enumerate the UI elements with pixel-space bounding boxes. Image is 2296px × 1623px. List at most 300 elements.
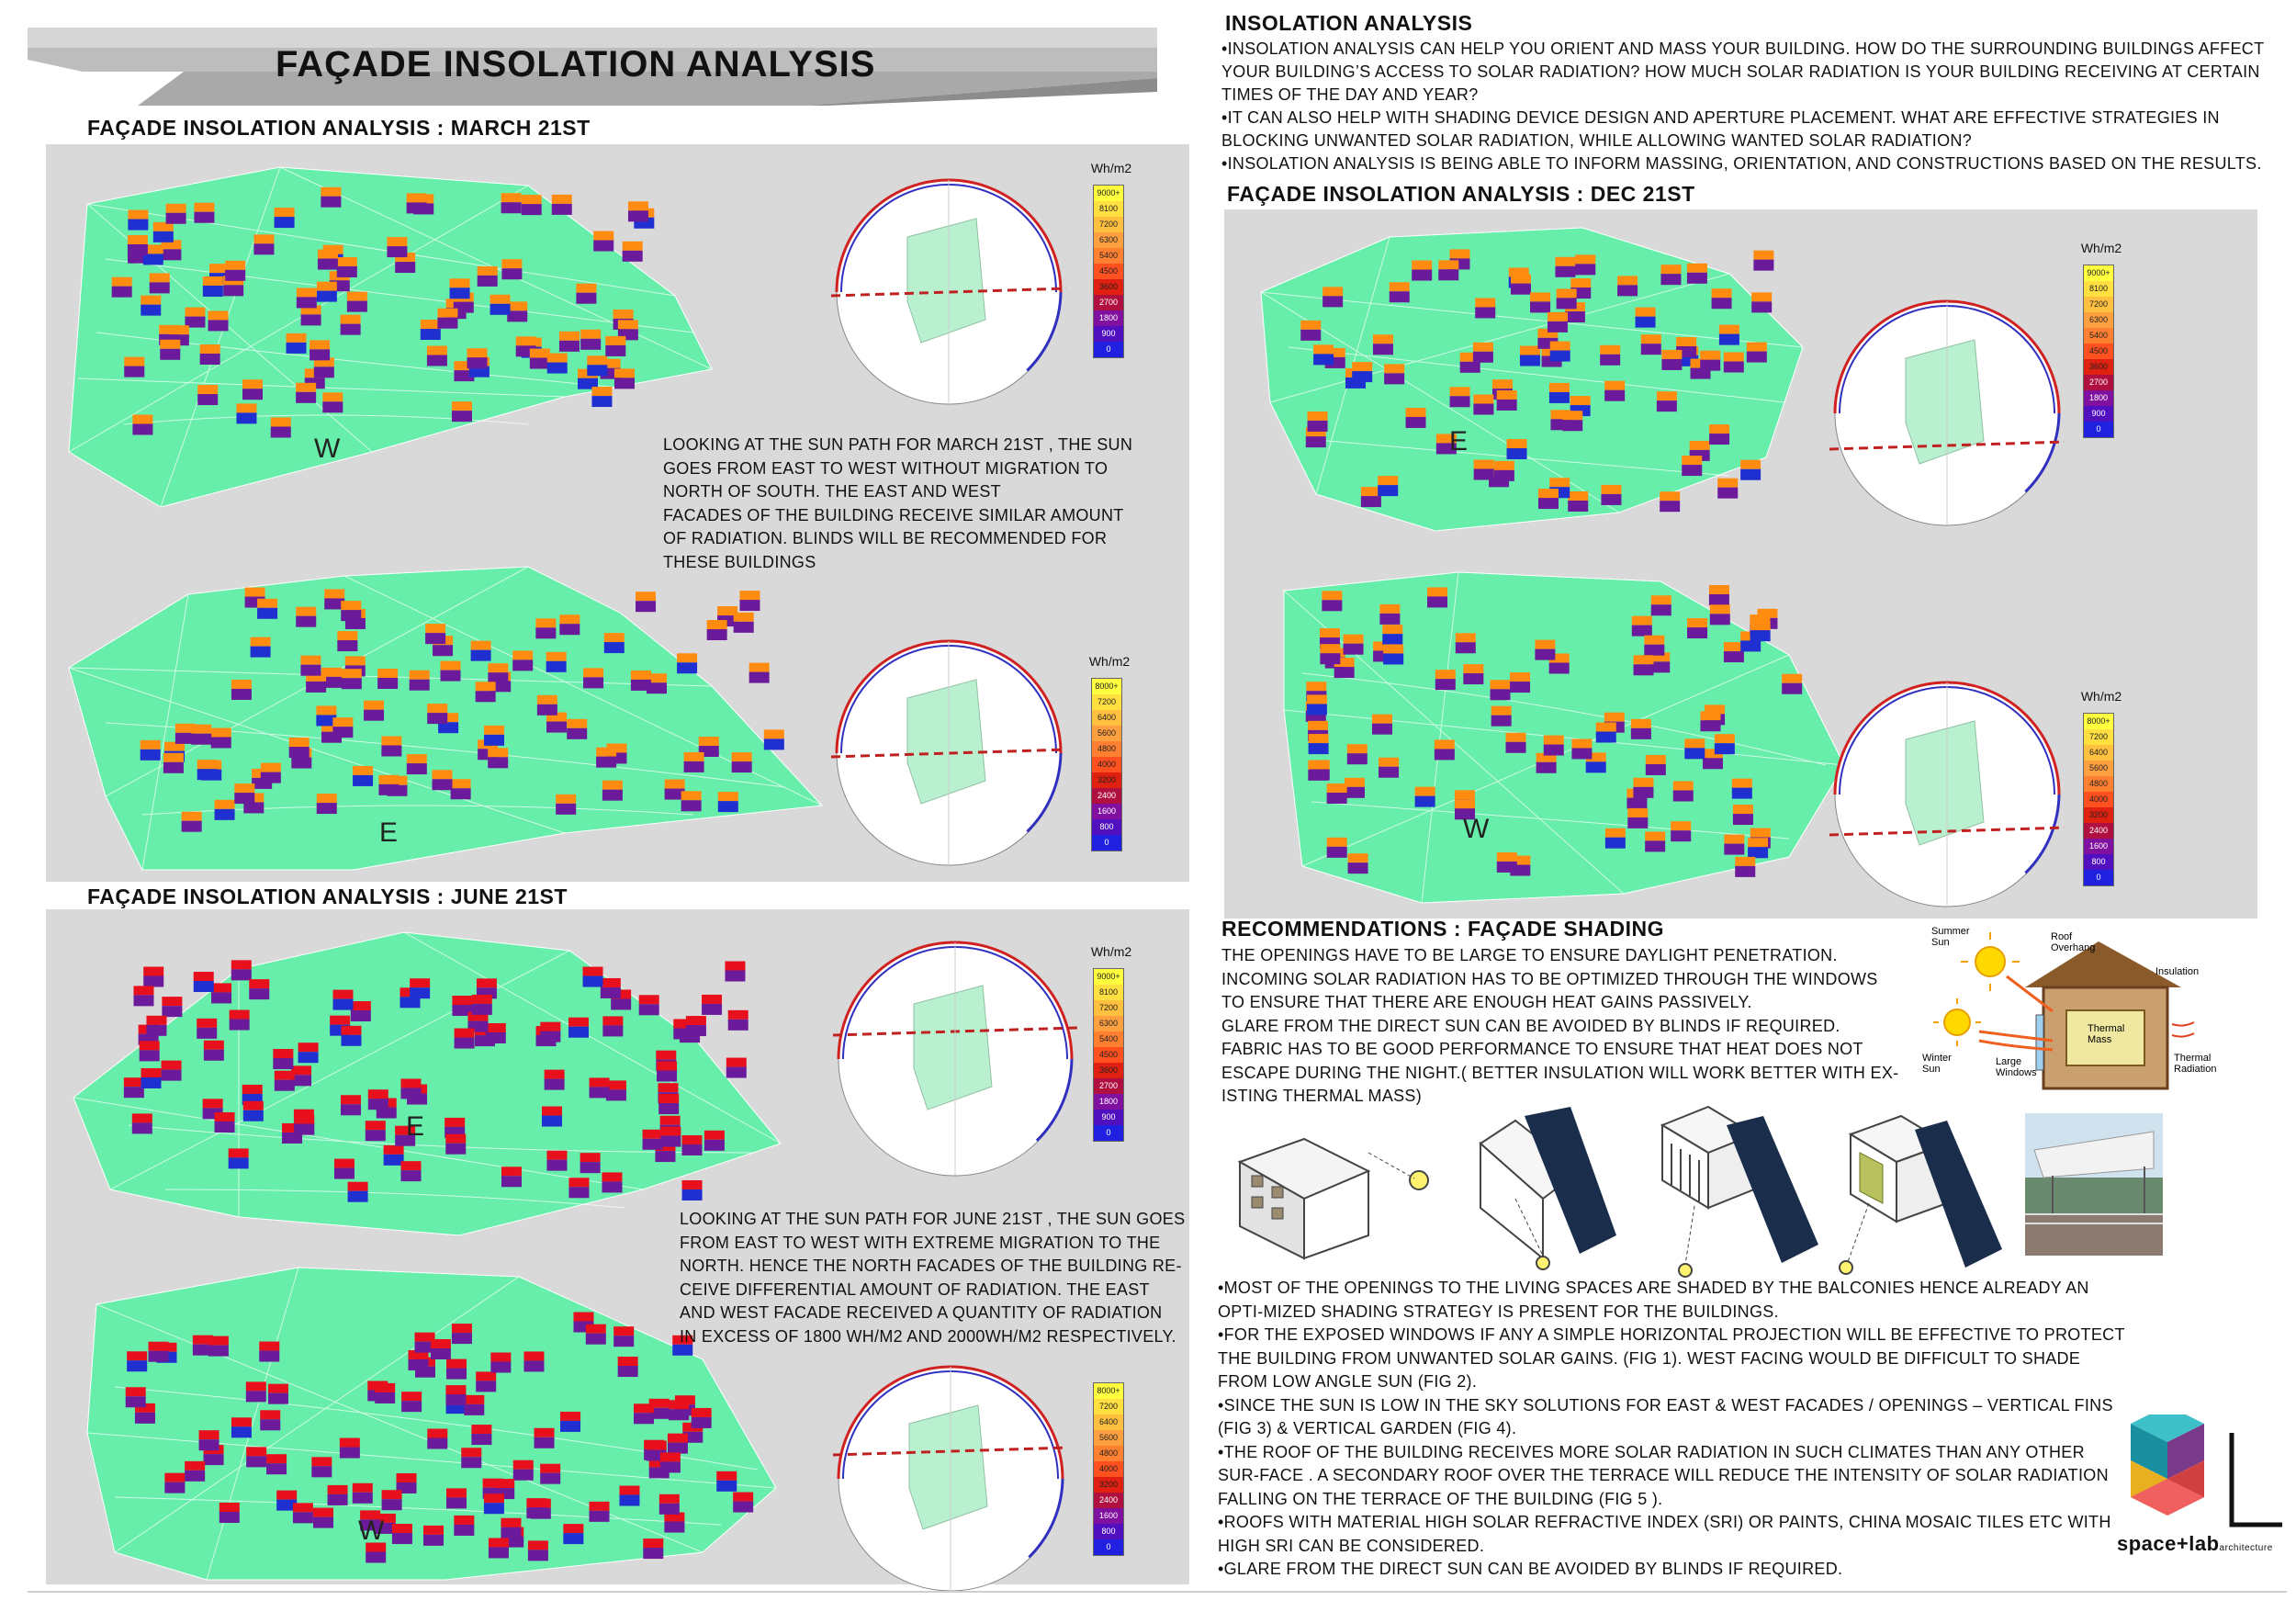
building-block — [1671, 821, 1691, 841]
building-block — [1435, 670, 1456, 690]
june-sunpath-bottom — [831, 1359, 1070, 1598]
building-block — [1438, 260, 1458, 280]
building-block — [1596, 722, 1616, 742]
building-block — [1747, 343, 1767, 363]
legend-value: 900 — [1094, 326, 1123, 342]
dec-heading: FAÇADE INSOLATION ANALYSIS : DEC 21ST — [1227, 182, 1695, 206]
legend-value: 3200 — [1092, 772, 1121, 788]
building-block — [682, 1180, 703, 1200]
figure-3-vertical-fins — [1644, 1098, 1828, 1281]
building-block — [1475, 298, 1495, 318]
building-block — [211, 727, 231, 748]
building-block — [208, 310, 229, 331]
building-block — [246, 1381, 266, 1402]
building-block — [1390, 282, 1410, 302]
legend-unit: Wh/m2 — [1090, 944, 1132, 959]
building-block — [1322, 287, 1343, 307]
building-block — [317, 794, 337, 814]
building-block — [126, 1387, 146, 1407]
building-block — [660, 1452, 681, 1472]
legend-value: 2400 — [1092, 788, 1121, 804]
diagram-label: Winter Sun — [1922, 1053, 1952, 1075]
building-block — [1378, 476, 1398, 496]
building-block — [1538, 489, 1559, 509]
building-block — [547, 354, 568, 374]
recommendations-bullets — [1218, 1277, 2127, 1582]
building-block — [441, 661, 461, 682]
building-block — [1732, 779, 1752, 799]
legend-value: 2700 — [1094, 295, 1123, 310]
legend-value: 4800 — [2084, 776, 2113, 792]
building-block — [203, 276, 223, 297]
building-block — [225, 261, 245, 281]
legend-value: 1600 — [1092, 804, 1121, 819]
figure-4-vertical-garden — [1837, 1102, 2011, 1286]
building-block — [401, 1392, 422, 1412]
building-block — [317, 282, 337, 302]
building-block — [427, 704, 447, 724]
building-block — [1555, 257, 1575, 277]
building-block — [431, 1339, 451, 1359]
dec-site-model-bottom — [1275, 563, 1863, 912]
building-block — [128, 235, 148, 255]
building-block — [392, 1524, 412, 1544]
building-block — [445, 1134, 466, 1155]
building-block — [1557, 288, 1577, 309]
building-block — [563, 1524, 583, 1544]
legend-value: 5600 — [1094, 1430, 1123, 1446]
building-block — [423, 1526, 444, 1546]
recommendation-bullet: •MOST OF THE OPENINGS TO THE LIVING SPACES ARE SHADED BY THE BALCONIES HENCE ALREADY AN OPTI-MIZED SHADING STRATEGY IS PRESENT FOR THE BUILDINGS. — [1218, 1279, 2089, 1321]
legend-value: 1800 — [1094, 1094, 1123, 1110]
legend-scale — [1093, 1382, 1124, 1556]
building-block — [1709, 585, 1729, 605]
legend-value: 7200 — [2084, 729, 2113, 745]
building-block — [1651, 595, 1671, 615]
building-block — [1510, 672, 1530, 693]
building-block — [204, 1041, 224, 1061]
building-block — [249, 979, 269, 999]
building-block — [450, 278, 470, 299]
building-block — [446, 1359, 467, 1380]
intro-section — [1221, 11, 2287, 175]
building-block — [686, 1016, 706, 1036]
building-block — [461, 1448, 481, 1468]
march-description: LOOKING AT THE SUN PATH FOR MARCH 21ST , THE SUN GOES FROM EAST TO WEST WITHOUT MIGRATION TO NORTH OF SOUTH. THE EAST AND WEST FACADES OF THE BUILDING RECEIVE SIMILAR AMOUNT OF RADIATION. BLINDS WILL BE RECOMMENDED FOR THESE BUILDINGS — [663, 435, 1133, 571]
building-block — [590, 1077, 610, 1098]
building-block — [364, 701, 384, 721]
building-block — [668, 1434, 688, 1454]
building-block — [1657, 391, 1677, 411]
figure-1-horizontal-projection — [1221, 1098, 1460, 1263]
building-block — [211, 983, 231, 1003]
legend-value: 0 — [1094, 342, 1123, 357]
legend-value: 3600 — [2084, 359, 2113, 375]
building-block — [1633, 778, 1653, 798]
legend-value: 0 — [1094, 1539, 1123, 1555]
building-block — [1782, 674, 1802, 694]
building-block — [546, 652, 567, 672]
recommendation-bullet: •SINCE THE SUN IS LOW IN THE SKY SOLUTIONS FOR EAST & WEST FACADES / OPENINGS – VERTICAL FINS (FIG 3) & VERTICAL GARDEN (FIG 4). — [1218, 1395, 2113, 1437]
building-block — [657, 1061, 677, 1081]
legend-scale — [1093, 185, 1124, 358]
building-block — [199, 1430, 219, 1450]
building-block — [1309, 734, 1329, 754]
legend-value: 6400 — [2084, 745, 2113, 761]
building-block — [552, 195, 572, 215]
legend-scale — [2083, 265, 2114, 438]
legend-value: 800 — [1092, 819, 1121, 835]
building-block — [567, 719, 587, 739]
building-block — [1753, 251, 1773, 271]
building-block — [526, 1498, 546, 1518]
building-block — [1661, 350, 1682, 370]
legend-value: 800 — [1094, 1524, 1123, 1539]
building-block — [1700, 711, 1720, 731]
building-block — [351, 1001, 371, 1021]
building-block — [1684, 738, 1705, 759]
building-block — [1660, 491, 1680, 512]
building-block — [133, 986, 153, 1006]
legend-value: 6300 — [1094, 1016, 1123, 1031]
building-block — [1474, 459, 1494, 479]
legend-scale — [1091, 678, 1122, 851]
building-block — [540, 1022, 560, 1043]
legend-value: 0 — [1092, 835, 1121, 851]
legend-value: 8000+ — [1094, 1383, 1123, 1399]
building-block — [734, 613, 754, 633]
building-block — [530, 349, 550, 369]
orientation-label-east: E — [1449, 426, 1469, 456]
building-block — [471, 641, 491, 661]
legend-value: 1600 — [2084, 839, 2113, 854]
building-block — [219, 1503, 240, 1523]
building-block — [1308, 411, 1328, 432]
legend-value: 4500 — [1094, 264, 1123, 279]
building-block — [231, 680, 252, 700]
march-site-model-bottom — [51, 539, 859, 879]
building-block — [231, 1417, 252, 1437]
building-block — [739, 591, 760, 611]
intro-paragraph: •INSOLATION ANALYSIS CAN HELP YOU ORIENT AND MASS YOUR BUILDING. HOW DO THE SURROUNDING BUILDINGS AFFECT YOUR BUILDING’S ACCESS TO SOLAR RADIATION? HOW MUCH SOLAR RADIATION IS YOUR BUILDING RECEIVING AT CERTAIN TIMES OF THE DAY AND YEAR? — [1221, 39, 2265, 104]
building-block — [1709, 424, 1729, 445]
building-block — [234, 783, 254, 804]
orientation-label-east: E — [379, 817, 399, 848]
building-block — [377, 669, 398, 689]
building-block — [163, 753, 184, 773]
building-block — [296, 607, 316, 627]
building-block — [623, 242, 643, 262]
building-block — [560, 1412, 580, 1432]
building-block — [1307, 694, 1327, 715]
building-block — [297, 287, 317, 308]
building-block — [490, 295, 511, 315]
building-block — [253, 234, 274, 254]
building-block — [298, 1043, 319, 1063]
building-block — [378, 775, 399, 795]
building-block — [140, 1041, 160, 1061]
building-block — [1641, 334, 1661, 355]
legend-value: 4000 — [1094, 1461, 1123, 1477]
building-block — [1715, 734, 1735, 754]
orientation-label-west: W — [1463, 814, 1490, 844]
building-block — [542, 1107, 562, 1127]
building-block — [1646, 755, 1666, 775]
building-block — [1494, 461, 1514, 481]
legend-value: 0 — [2084, 422, 2113, 437]
june-sunpath-top — [831, 935, 1079, 1183]
building-block — [407, 193, 427, 213]
building-block — [528, 1540, 548, 1561]
building-block — [631, 671, 651, 691]
building-block — [718, 792, 738, 812]
building-block — [1536, 753, 1557, 773]
legend-value: 2700 — [1094, 1078, 1123, 1094]
legend-value: 7200 — [1094, 1000, 1123, 1016]
building-block — [1724, 835, 1744, 855]
building-block — [513, 1460, 534, 1481]
building-block — [716, 1471, 737, 1492]
building-block — [322, 392, 343, 412]
building-block — [1450, 387, 1470, 407]
building-block — [454, 1516, 474, 1536]
legend-value: 3200 — [2084, 807, 2113, 823]
logo-subtitle: architecture — [2219, 1543, 2273, 1553]
building-block — [348, 1182, 368, 1202]
building-block — [149, 1342, 169, 1362]
diagram-label: Roof Overhang — [2051, 931, 2096, 953]
legend-value: 900 — [2084, 406, 2113, 422]
dec-sunpath-bottom — [1828, 675, 2066, 914]
legend-value: 7200 — [1092, 694, 1121, 710]
legend-value: 8100 — [2084, 281, 2113, 297]
building-block — [1604, 381, 1625, 401]
building-block — [1601, 485, 1621, 505]
building-block — [1456, 633, 1476, 653]
building-block — [143, 967, 163, 987]
building-block — [366, 1121, 386, 1141]
building-block — [568, 1018, 589, 1038]
building-block — [1617, 276, 1638, 296]
building-block — [1575, 254, 1595, 275]
building-block — [452, 1324, 472, 1344]
building-block — [1530, 292, 1550, 312]
building-block — [523, 1351, 544, 1371]
building-block — [1427, 587, 1447, 607]
building-block — [112, 277, 132, 298]
diagram-label: Summer Sun — [1931, 926, 1970, 948]
building-block — [1382, 625, 1402, 645]
building-block — [618, 1357, 638, 1377]
building-block — [1733, 805, 1753, 825]
building-block — [501, 259, 522, 279]
building-block — [1645, 831, 1665, 851]
building-block — [293, 1503, 313, 1523]
legend-value: 8000+ — [1092, 679, 1121, 694]
building-block — [185, 1461, 205, 1482]
building-block — [334, 1159, 355, 1179]
building-block — [726, 1058, 747, 1078]
legend-value: 2400 — [2084, 823, 2113, 839]
building-block — [501, 1167, 522, 1187]
building-block — [1735, 857, 1755, 877]
legend-value: 2400 — [1094, 1493, 1123, 1508]
building-block — [1724, 353, 1744, 373]
building-block — [1300, 321, 1321, 341]
recommendation-bullet: •ROOFS WITH MATERIAL HIGH SOLAR REFRACTIVE INDEX (SRI) OR PAINTS, CHINA MOSAIC TILES ETC WITH HIGH SRI CAN BE CONSIDERED. — [1218, 1513, 2111, 1555]
building-block — [445, 1385, 466, 1405]
legend-value: 4800 — [1094, 1446, 1123, 1461]
march-heading: FAÇADE INSOLATION ANALYSIS : MARCH 21ST — [87, 116, 591, 140]
legend-value: 4500 — [2084, 344, 2113, 359]
building-block — [387, 237, 407, 257]
building-block — [602, 1016, 623, 1036]
march-sunpath-top — [829, 173, 1068, 411]
building-block — [287, 333, 307, 354]
building-block — [602, 781, 623, 801]
building-block — [313, 1508, 333, 1528]
building-block — [1327, 783, 1347, 804]
building-block — [400, 1078, 421, 1099]
building-block — [1406, 408, 1426, 428]
building-block — [242, 379, 263, 400]
building-block — [257, 599, 277, 619]
building-block — [337, 631, 357, 651]
building-block — [1520, 346, 1540, 366]
legend-value: 9000+ — [2084, 265, 2113, 281]
building-block — [488, 748, 508, 768]
building-block — [593, 231, 613, 252]
legend-value: 9000+ — [1094, 969, 1123, 985]
building-block — [486, 1023, 506, 1043]
building-block — [197, 385, 218, 405]
building-block — [613, 1326, 634, 1347]
building-block — [1660, 265, 1681, 285]
building-block — [1345, 778, 1365, 798]
passive-solar-diagram — [1915, 923, 2218, 1107]
legend-unit: Wh/m2 — [1088, 654, 1131, 669]
legend-value: 7200 — [1094, 217, 1123, 232]
building-block — [340, 1438, 360, 1459]
building-block — [381, 736, 401, 756]
building-block — [568, 1178, 589, 1198]
building-block — [161, 240, 181, 260]
building-block — [704, 1131, 725, 1151]
building-block — [1544, 736, 1564, 756]
building-block — [660, 1127, 681, 1147]
orientation-label-west: W — [314, 434, 341, 464]
building-block — [296, 383, 316, 403]
diagram-label: Large Windows — [1996, 1056, 2037, 1078]
building-block — [1600, 345, 1620, 366]
page-title: FAÇADE INSOLATION ANALYSIS — [276, 44, 876, 85]
building-block — [664, 1513, 684, 1533]
legend-unit: Wh/m2 — [2080, 689, 2122, 704]
building-block — [1751, 292, 1772, 312]
building-block — [692, 1408, 712, 1428]
june-legend-top — [1084, 944, 1139, 1142]
building-block — [733, 1493, 753, 1513]
legend-value: 5400 — [1094, 1031, 1123, 1047]
building-block — [266, 1454, 287, 1474]
building-block — [194, 972, 214, 992]
legend-scale — [1093, 968, 1124, 1142]
legend-value: 1800 — [2084, 390, 2113, 406]
building-block — [162, 1061, 182, 1081]
dec-legend-top — [2074, 241, 2129, 438]
building-block — [472, 995, 492, 1015]
building-block — [375, 1383, 395, 1403]
building-block — [586, 1324, 606, 1345]
building-block — [1719, 325, 1739, 345]
building-block — [1379, 604, 1400, 625]
building-block — [310, 340, 330, 360]
march-sunpath-bottom — [829, 634, 1068, 873]
building-block — [546, 1151, 567, 1171]
building-block — [643, 1538, 663, 1559]
building-block — [427, 1429, 447, 1449]
legend-value: 5600 — [1092, 726, 1121, 741]
legend-value: 5400 — [1094, 248, 1123, 264]
recommendation-bullet: •GLARE FROM THE DIRECT SUN CAN BE AVOIDED BY BLINDS IF REQUIRED. — [1218, 1560, 1843, 1578]
building-block — [614, 368, 635, 389]
building-block — [591, 387, 612, 407]
intro-paragraph: •IT CAN ALSO HELP WITH SHADING DEVICE DESIGN AND APERTURE PLACEMENT. WHAT ARE EFFECTIVE STRATEGIES IN BLOCKING UNWANTED SOLAR RADIATION, WHILE ALLOWING WANTED SOLAR RADIATION? — [1221, 108, 2220, 150]
building-block — [410, 978, 430, 998]
june-description: LOOKING AT THE SUN PATH FOR JUNE 21ST , THE SUN GOES FROM EAST TO WEST WITH EXTREME MIGRATION TO THE NORTH. HENCE THE NORTH FACADES OF THE BUILDING RE- CEIVE DIFFERENTIAL AMOUNT OF RADIATION. THE EAST AND WEST FACADE RECEIVED A QUANTITY OF RADIATION IN EXCESS OF 1800 WH/M2 AND 2000WH/M2 RESPECTIVELY. — [680, 1210, 1186, 1346]
building-block — [634, 1403, 654, 1424]
building-block — [1687, 264, 1707, 284]
legend-value: 4800 — [1092, 741, 1121, 757]
building-block — [311, 1457, 332, 1477]
building-block — [580, 1153, 601, 1173]
building-block — [677, 653, 697, 673]
building-block — [197, 760, 218, 780]
intro-title: INSOLATION ANALYSIS — [1225, 11, 1473, 35]
building-block — [725, 962, 745, 982]
legend-unit: Wh/m2 — [2080, 241, 2122, 255]
building-block — [535, 618, 556, 638]
building-block — [1507, 439, 1527, 459]
legend-value: 3600 — [1094, 279, 1123, 295]
building-block — [659, 1494, 680, 1515]
building-block — [764, 729, 784, 750]
building-block — [1491, 706, 1512, 727]
building-block — [132, 414, 152, 434]
building-block — [271, 417, 291, 437]
building-block — [1632, 616, 1652, 637]
building-block — [231, 960, 252, 980]
building-block — [681, 791, 702, 811]
legend-value: 0 — [2084, 870, 2113, 885]
building-block — [194, 203, 214, 223]
building-block — [1347, 744, 1367, 764]
building-block — [490, 1353, 511, 1373]
building-block — [455, 1029, 475, 1049]
building-block — [400, 1161, 421, 1181]
building-block — [1313, 344, 1334, 365]
legend-value: 6300 — [2084, 312, 2113, 328]
legend-value: 6400 — [1092, 710, 1121, 726]
building-block — [583, 668, 603, 688]
building-block — [1636, 308, 1656, 328]
building-block — [540, 1464, 560, 1484]
building-block — [587, 355, 607, 376]
building-block — [341, 601, 361, 621]
legend-value: 9000+ — [1094, 186, 1123, 201]
building-block — [484, 1493, 504, 1514]
building-block — [353, 1483, 373, 1504]
